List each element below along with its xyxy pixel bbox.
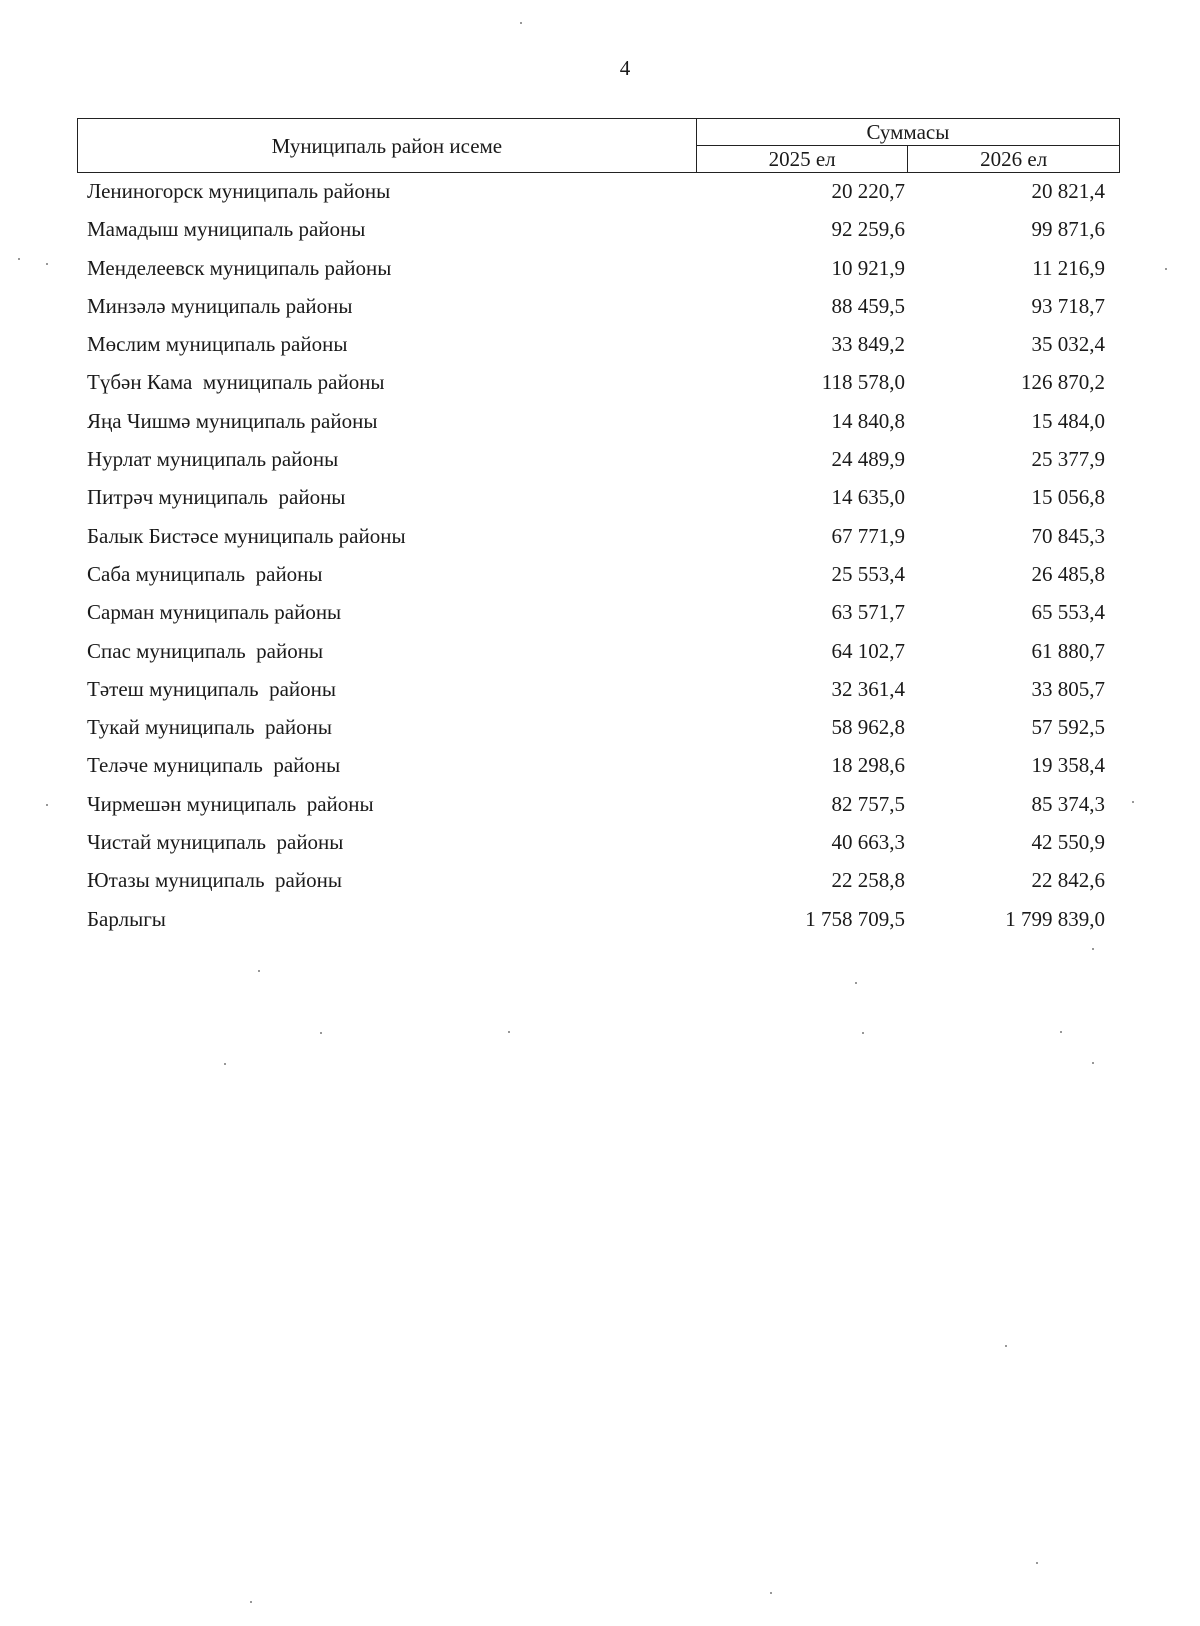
table-row [0, 746, 1200, 784]
amount-2026: 70 845,3 [1031, 523, 1105, 548]
district-name: Чистай муниципаль районы [87, 830, 344, 855]
scan-speck [1060, 1031, 1062, 1033]
district-name: Менделеевск муниципаль районы [87, 255, 392, 280]
table-total-row [0, 900, 1200, 938]
amount-2025: 82 757,5 [831, 791, 905, 816]
page-number: 4 [619, 56, 631, 80]
amount-2025: 18 298,6 [831, 753, 905, 778]
amount-2026: 26 485,8 [1031, 561, 1105, 586]
amount-2025: 33 849,2 [831, 332, 905, 357]
district-name: Питрәч муниципаль районы [87, 485, 346, 510]
table-row [0, 785, 1200, 823]
table-row [0, 249, 1200, 287]
district-name: Мамадыш муниципаль районы [87, 217, 366, 242]
scan-speck [1132, 801, 1134, 803]
amount-2026: 19 358,4 [1031, 753, 1105, 778]
amount-2025: 40 663,3 [831, 830, 905, 855]
amount-2026: 99 871,6 [1031, 217, 1105, 242]
amount-2026: 61 880,7 [1031, 638, 1105, 663]
column-header-sum-group: Суммасы [696, 119, 1119, 146]
district-name: Лениногорск муниципаль районы [87, 179, 391, 203]
amount-2025: 25 553,4 [831, 561, 905, 586]
scan-speck [1165, 268, 1167, 270]
table-row [0, 478, 1200, 516]
district-name: Түбән Кама муниципаль районы [87, 370, 385, 395]
amount-2025: 22 258,8 [831, 868, 905, 893]
scan-speck [855, 982, 857, 984]
amount-2025: 14 840,8 [831, 408, 905, 433]
district-name: Спас муниципаль районы [87, 638, 324, 663]
district-name: Мөслим муниципаль районы [87, 332, 348, 357]
scan-speck [18, 258, 20, 260]
table-row [0, 363, 1200, 401]
amount-2025: 20 220,7 [831, 179, 905, 203]
table-body [0, 172, 1200, 938]
scan-speck [862, 1032, 864, 1034]
table-row [0, 440, 1200, 478]
table-row [0, 823, 1200, 861]
scan-speck [520, 22, 522, 24]
amount-2026: 33 805,7 [1031, 676, 1105, 701]
table-row [0, 287, 1200, 325]
district-name: Тәтеш муниципаль районы [87, 676, 337, 701]
table-row [0, 670, 1200, 708]
table-row [0, 517, 1200, 555]
district-name: Сарман муниципаль районы [87, 600, 342, 625]
scan-speck [46, 804, 48, 806]
table-header [77, 118, 1120, 173]
scan-speck [770, 1592, 772, 1594]
amount-2025: 14 635,0 [831, 485, 905, 510]
column-header-2026: 2026 ел [908, 146, 1120, 173]
table-row [0, 593, 1200, 631]
column-header-name: Муниципаль район исеме [78, 119, 697, 173]
amount-2026: 15 484,0 [1031, 408, 1105, 433]
amount-2025: 10 921,9 [831, 255, 905, 280]
table-row [0, 210, 1200, 248]
amount-2026: 57 592,5 [1031, 715, 1105, 740]
district-name: Балык Бистәсе муниципаль районы [87, 523, 406, 548]
amount-2025: 58 962,8 [831, 715, 905, 740]
district-name: Саба муниципаль районы [87, 561, 323, 586]
amount-2026: 25 377,9 [1031, 447, 1105, 472]
table-row [0, 555, 1200, 593]
table-row [0, 402, 1200, 440]
district-name: Чирмешән муниципаль районы [87, 791, 374, 816]
scan-speck [250, 1601, 252, 1603]
amount-2026: 126 870,2 [1021, 370, 1105, 395]
scan-speck [46, 263, 48, 265]
amount-2026: 20 821,4 [1031, 179, 1105, 203]
table-row [0, 172, 1200, 210]
amount-2026: 65 553,4 [1031, 600, 1105, 625]
scan-speck [1092, 1062, 1094, 1064]
district-name: Яңа Чишмә муниципаль районы [87, 408, 378, 433]
amount-2025: 1 758 709,5 [805, 906, 905, 931]
district-name: Тукай муниципаль районы [87, 715, 332, 740]
district-name: Минзәлә муниципаль районы [87, 293, 353, 318]
scan-speck [320, 1032, 322, 1034]
district-name: Нурлат муниципаль районы [87, 447, 339, 472]
scan-speck [508, 1031, 510, 1033]
amount-2025: 92 259,6 [831, 217, 905, 242]
amount-2025: 24 489,9 [831, 447, 905, 472]
amount-2026: 93 718,7 [1031, 293, 1105, 318]
amount-2025: 67 771,9 [831, 523, 905, 548]
amount-2026: 15 056,8 [1031, 485, 1105, 510]
amount-2025: 64 102,7 [831, 638, 905, 663]
amount-2026: 35 032,4 [1031, 332, 1105, 357]
district-name: Теләче муниципаль районы [87, 753, 341, 778]
amount-2025: 118 578,0 [821, 370, 905, 395]
amount-2026: 1 799 839,0 [1005, 906, 1105, 931]
amount-2026: 85 374,3 [1031, 791, 1105, 816]
amount-2026: 42 550,9 [1031, 830, 1105, 855]
district-name: Ютазы муниципаль районы [87, 868, 342, 893]
amount-2025: 88 459,5 [831, 293, 905, 318]
table-row [0, 708, 1200, 746]
scan-speck [224, 1063, 226, 1065]
column-header-2025: 2025 ел [696, 146, 908, 173]
table-row [0, 861, 1200, 899]
scan-speck [1005, 1345, 1007, 1347]
amount-2026: 22 842,6 [1031, 868, 1105, 893]
amount-2025: 32 361,4 [831, 676, 905, 701]
district-name: Барлыгы [87, 906, 166, 931]
scan-speck [1092, 948, 1094, 950]
amount-2025: 63 571,7 [831, 600, 905, 625]
scan-speck [258, 970, 260, 972]
amount-2026: 11 216,9 [1032, 255, 1105, 280]
table-row [0, 632, 1200, 670]
table-row [0, 325, 1200, 363]
scan-speck [1036, 1562, 1038, 1564]
